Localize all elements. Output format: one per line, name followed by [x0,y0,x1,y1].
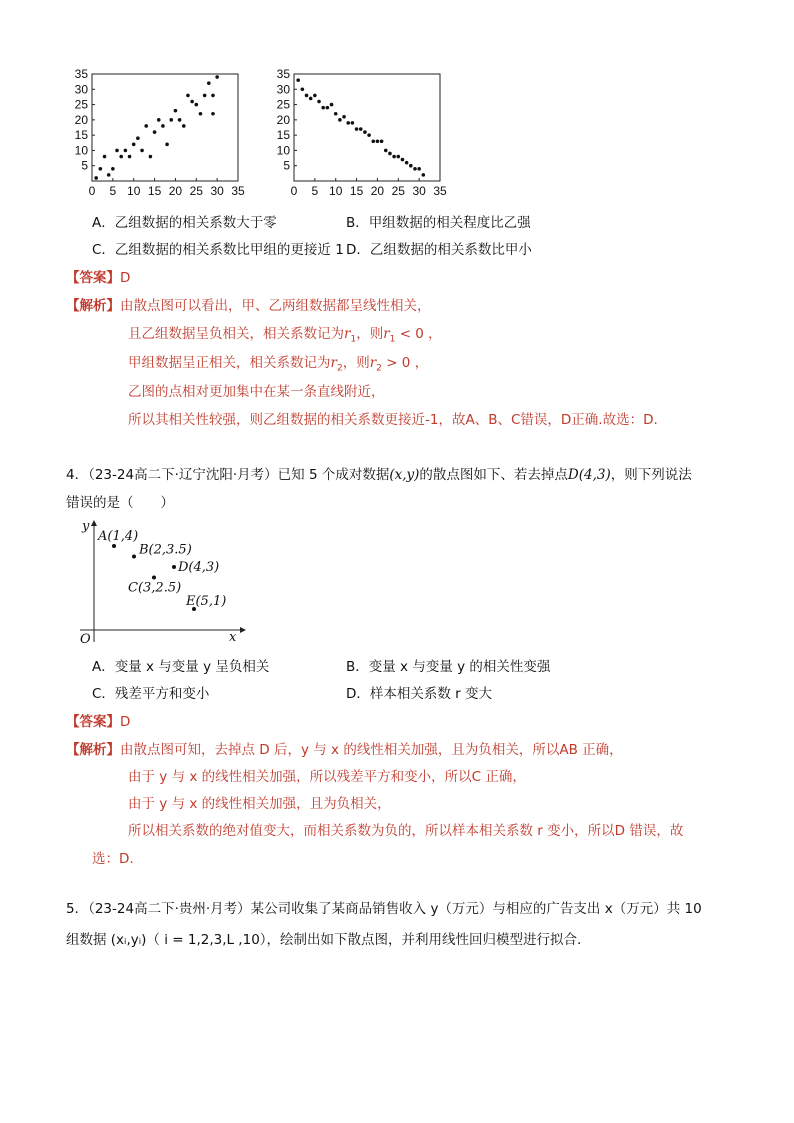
scatter-point [392,155,396,159]
answer-tag: 【答案】 [66,714,120,730]
x-tick-label: 10 [127,184,141,198]
q3-analysis-line-5: 所以其相关性较强，则乙组数据的相关系数更接近-1，故A、B、C错误，D正确.故选：D. [128,412,658,428]
x-tick-label: 5 [109,184,117,198]
point-label: D(4,3) [178,560,220,575]
y-tick-label: 15 [74,128,88,143]
scatter-point [211,94,215,98]
text: > 0 ， [381,355,429,371]
scatter-point [338,118,342,122]
scatter-point [401,158,405,162]
scatter-point [186,94,190,98]
text: ，则下列说法 [610,467,692,483]
scatter-point [384,149,388,153]
x-tick-label: 15 [349,184,364,198]
x-tick-label: 20 [168,184,183,198]
answer-tag: 【答案】 [66,270,120,286]
answer-value: D [120,270,131,286]
y-tick-label: 5 [283,158,290,173]
scatter-point [313,94,317,98]
scatter-point [380,139,384,143]
scatter-point [199,112,203,116]
scatter-point [211,112,215,116]
scatter-point [305,94,309,98]
scatter-point [409,164,413,168]
x-tick-label: 10 [329,184,343,198]
math-sub: 1 [350,334,357,345]
scatter-point [321,106,325,110]
scatter-point [388,152,392,156]
scatter-point [182,124,186,128]
scatter-chart-yi [264,66,474,208]
q4-analysis-line-4: 所以相关系数的绝对值变大，而相关系数为负的，所以样本相关系数 r 变小，所以D 错误，故 [128,823,684,839]
scatter-point [136,136,140,140]
q3-analysis-line-4: 乙图的点相对更加集中在某一条直线附近， [128,384,385,400]
scatter-point [128,155,132,159]
q3-option-a[interactable]: A．乙组数据的相关系数大于零 [92,215,277,231]
scatter-point [301,87,305,91]
y-axis-arrow [91,520,97,526]
scatter-point [132,143,136,147]
q5-stem-line-1: 5．（23-24高二下·贵州·月考）某公司收集了某商品销售收入 y（万元）与相应的广告支出 x（万元）共 10 [66,901,702,917]
scatter-point [153,130,157,134]
y-tick-label: 10 [74,143,88,158]
scatter-point [111,167,115,171]
y-tick-label: 30 [276,82,290,97]
q3-option-b[interactable]: B．甲组数据的相关程度比乙强 [346,215,531,231]
scatter-point [194,103,198,107]
x-tick-label: 35 [433,184,447,198]
q4-option-d[interactable]: D．样本相关系数 r 变大 [346,686,493,702]
y-tick-label: 5 [81,158,88,173]
scatter-point [376,139,380,143]
x-tick-label: 25 [189,184,203,198]
plot-frame [294,74,440,181]
scatter-point [140,149,144,153]
scatter-point [119,155,123,159]
y-axis-label: y [82,519,90,534]
point-label: B(2,3.5) [139,542,192,558]
scatter-point [422,173,426,177]
q4-analysis-line-5: 选：D. [92,851,134,867]
x-tick-label: 15 [147,184,162,198]
origin-label: O [80,632,91,646]
point-label: E(5,1) [186,594,227,609]
scatter-point [190,100,194,104]
q4-stem-line-1 [66,466,692,484]
scatter-point [326,106,330,110]
analysis-text: 由散点图可知，去掉点 D 后，y 与 x 的线性相关加强，且为负相关，所以AB 正确， [120,742,623,758]
scatter-point [309,97,313,101]
q3-option-c[interactable]: C．乙组数据的相关系数比甲组的更接近 1 [92,242,344,258]
math-sub: 1 [389,334,396,345]
y-tick-label: 20 [276,112,290,127]
scatter-point [330,103,334,107]
text: 甲组数据呈正相关，相关系数记为 [128,355,331,371]
x-tick-label: 30 [210,184,224,198]
x-axis-label: x [229,630,237,645]
q4-scatter-plot [74,518,250,646]
scatter-point [296,78,300,82]
q4-stem-line-2: 错误的是（ ） [66,495,174,511]
y-tick-label: 35 [276,67,290,81]
y-tick-label: 20 [74,112,88,127]
text: 4．（23-24高二下·辽宁沈阳·月考）已知 5 个成对数据 [66,467,390,483]
math-r: r [383,326,390,342]
point-label: C(3,2.5) [128,580,182,596]
scatter-point [405,161,409,165]
scatter-point [417,167,421,171]
x-tick-label: 20 [370,184,385,198]
scatter-point [363,130,367,134]
scatter-point [203,94,207,98]
y-tick-label: 25 [74,97,88,112]
scatter-point [317,100,321,104]
x-tick-label: 35 [231,184,245,198]
x-tick-label: 25 [391,184,405,198]
math-r: r [344,326,351,342]
scatter-point [355,127,359,131]
text: ，则 [342,355,370,371]
q4-answer [66,713,130,731]
plot-frame [92,74,238,181]
scatter-point [396,155,400,159]
math-r: r [369,355,377,371]
q3-analysis-line-3 [128,354,428,378]
text: 的散点图如下、若去掉点 [419,467,568,483]
x-tick-label: 0 [290,184,298,198]
q4-option-a[interactable]: A．变量 x 与变量 y 呈负相关 [92,659,270,675]
scatter-point [124,149,128,153]
x-tick-label: 0 [88,184,96,198]
q4-option-c[interactable]: C．残差平方和变小 [92,686,210,702]
scatter-point [346,121,350,125]
scatter-point [342,115,346,119]
scatter-point [157,118,161,122]
q4-analysis-line-1 [66,741,623,759]
scatter-point [371,139,375,143]
point-b [132,555,136,559]
scatter-point [103,155,107,159]
y-tick-label: 30 [74,82,88,97]
scatter-point [161,124,165,128]
scatter-point [99,167,103,171]
y-tick-label: 25 [276,97,290,112]
point-a [112,544,116,548]
point-d [172,565,176,569]
point-c [152,576,156,580]
q5-stem-line-2: 组数据 (xᵢ,yᵢ)（ i = 1,2,3,L ,10），绘制出如下散点图，并利用线性回归模型进行拟合. [66,932,582,948]
text: ，则 [356,326,384,342]
math: (x,y) [389,467,420,483]
scatter-point [351,121,355,125]
scatter-chart-jia [62,66,272,208]
math-r: r [330,355,337,371]
scatter-point [359,127,363,131]
scatter-point [215,75,219,79]
y-tick-label: 15 [276,128,290,143]
analysis-tag: 【解析】 [66,742,120,758]
scatter-point [169,118,173,122]
y-tick-label: 10 [276,143,290,158]
text: < 0 ， [395,326,442,342]
answer-value: D [120,714,131,730]
x-axis-arrow [240,627,246,633]
math-sub: 2 [336,363,343,374]
q4-option-b[interactable]: B．变量 x 与变量 y 的相关性变强 [346,659,551,675]
q4-analysis-line-2: 由于 y 与 x 的线性相关加强，所以残差平方和变小，所以C 正确， [128,769,526,785]
x-tick-label: 5 [311,184,319,198]
scatter-point [413,167,417,171]
math-sub: 2 [376,363,382,374]
q3-option-d[interactable]: D．乙组数据的相关系数比甲小 [346,242,532,258]
scatter-point [149,155,153,159]
q3-analysis-line-2 [128,325,442,349]
analysis-tag: 【解析】 [66,298,120,314]
q4-analysis-line-3: 由于 y 与 x 的线性相关加强，且为负相关， [128,796,391,812]
scatter-point [207,81,211,85]
scatter-point [94,176,98,180]
y-tick-label: 35 [74,67,88,81]
q3-answer [66,269,130,287]
scatter-point [334,112,338,116]
scatter-point [165,143,169,147]
math: D(4,3) [567,467,611,483]
x-tick-label: 30 [412,184,426,198]
text: 且乙组数据呈负相关，相关系数记为 [128,326,344,342]
scatter-point [115,149,119,153]
scatter-point [178,118,182,122]
analysis-text: 由散点图可以看出，甲、乙两组数据都呈线性相关， [120,298,431,314]
point-label: A(1,4) [98,529,139,544]
scatter-point [367,133,371,137]
scatter-point [144,124,148,128]
q3-analysis-line-1 [66,297,431,315]
scatter-point [174,109,178,113]
scatter-point [107,173,111,177]
